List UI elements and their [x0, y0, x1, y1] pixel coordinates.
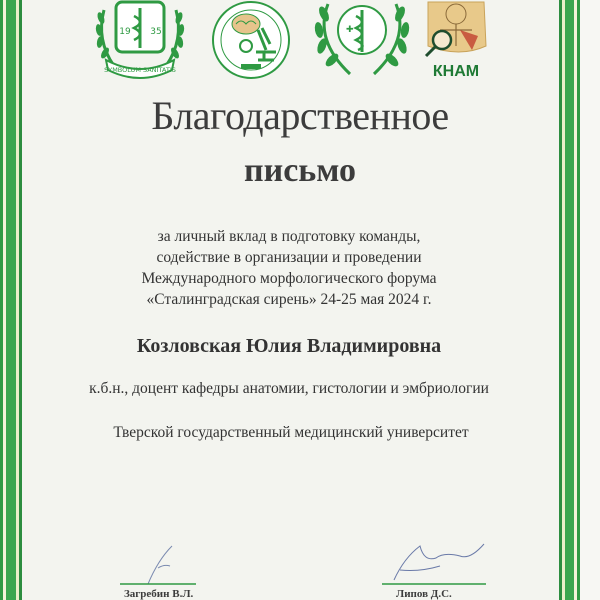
document-title: Благодарственное: [151, 93, 449, 138]
svg-text:35: 35: [150, 27, 162, 37]
signature-2-mark: [380, 540, 490, 588]
signatory-1-name: Загребин В.Л.: [124, 588, 194, 600]
signature-1-mark: [118, 540, 198, 588]
document-subtitle: письмо: [244, 152, 356, 189]
recipient-position: к.б.н., доцент кафедры анатомии, гистологии и эмбриологии: [89, 380, 489, 397]
knam-logo: [420, 0, 492, 82]
purpose-line: «Сталинградская сирень» 24-25 мая 2024 г.: [146, 291, 432, 308]
recipient-organization: Тверской государственный медицинский университет: [113, 424, 469, 441]
svg-text:19: 19: [119, 27, 131, 37]
logo-row: [0, 0, 600, 85]
medical-wreath-logo: [310, 0, 414, 82]
university-emblem-logo: [92, 0, 188, 80]
svg-text:КНАМ: КНАМ: [432, 63, 480, 80]
signatory-2-name: Липов Д.С.: [396, 588, 452, 600]
recipient-name: Козловская Юлия Владимировна: [136, 335, 442, 357]
purpose-line: за личный вклад в подготовку команды,: [157, 228, 421, 245]
svg-text:✚: ✚: [346, 25, 354, 35]
purpose-line: Международного морфологического форума: [141, 270, 437, 287]
purpose-line: содействие в организации и проведении: [156, 249, 422, 266]
morphology-society-logo: [206, 0, 296, 84]
purpose-text: [0, 226, 578, 310]
page-margin: [580, 0, 600, 600]
svg-text:SYMBOLUM SANITATIS: SYMBOLUM SANITATIS: [104, 66, 176, 74]
